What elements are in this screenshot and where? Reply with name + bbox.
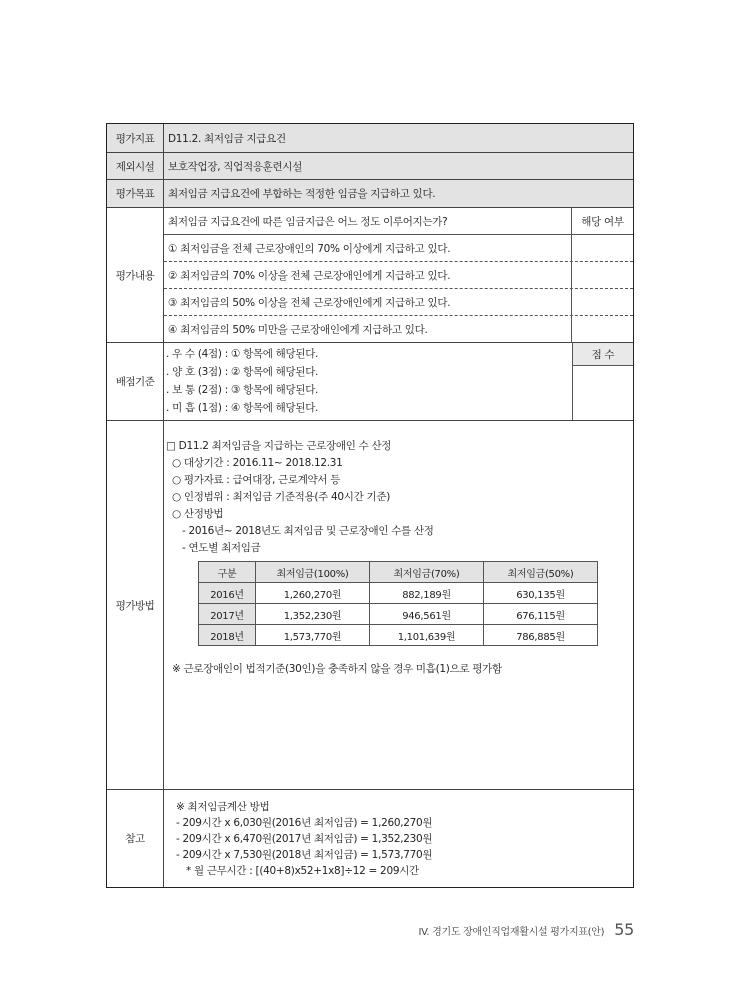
option-row [164, 262, 633, 289]
method-content [166, 438, 434, 557]
indicator-value: D11.2. 최저임금 지급요건 [164, 124, 633, 152]
indicator-label: 평가지표 [107, 124, 164, 152]
table-header-row [199, 562, 598, 583]
check-header: 해당 여부 [581, 215, 624, 228]
indicator-row [107, 124, 633, 153]
method-heading: □ D11.2 최저임금을 지급하는 근로장애인 수 산정 [166, 440, 392, 452]
table-header: 최저임금(50%) [484, 562, 598, 583]
exclusion-value: 보호작업장, 직업적응훈련시설 [164, 153, 633, 179]
goal-label: 평가목표 [107, 180, 164, 207]
score-header-text: 점 수 [591, 348, 615, 361]
exclusion-row [107, 153, 633, 180]
min-wage-table [198, 561, 598, 646]
method-bullet: ○ 산정방법 [172, 508, 224, 520]
table-cell: 1,101,639원 [370, 625, 484, 646]
method-note: ※ 근로장애인이 법적기준(30인)을 충족하지 않을 경우 미흡(1)으로 평가함 [172, 663, 502, 675]
method-bullet: ○ 대상기간 : 2016.11~ 2018.12.31 [172, 457, 343, 469]
content-question: 최저임금 지급요건에 따른 임금지급은 어느 정도 이루어지는가? [164, 208, 572, 234]
reference-line: ※ 최저임금계산 방법 [176, 801, 270, 813]
table-cell: 2018년 [199, 625, 256, 646]
table-cell: 1,573,770원 [256, 625, 370, 646]
method-label: 평가방법 [107, 421, 164, 789]
option-check-cell[interactable] [572, 235, 633, 261]
scoring-item: . 미 흡 (1점) : ④ 항목에 해당된다. [166, 402, 319, 414]
goal-value: 최저임금 지급요건에 부합하는 적정한 임금을 지급하고 있다. [164, 180, 633, 207]
content-row [107, 208, 633, 343]
table-header: 최저임금(70%) [370, 562, 484, 583]
table-cell: 2016년 [199, 583, 256, 604]
scoring-label: 배점기준 [107, 343, 164, 420]
reference-line: - 209시간 x 7,530원(2018년 최저임금) = 1,573,770원 [176, 849, 433, 861]
goal-row [107, 180, 633, 208]
table-cell: 882,189원 [370, 583, 484, 604]
page-number: 55 [614, 920, 634, 939]
reference-line: * 월 근무시간 : [(40+8)x52+1x8]÷12 = 209시간 [186, 865, 419, 877]
content-label: 평가내용 [107, 208, 164, 342]
option-text: ④ 최저임금의 50% 미만을 근로장애인에게 지급하고 있다. [164, 316, 572, 343]
footer-text: IV. 경기도 장애인직업재활시설 평가지표(안) [418, 927, 605, 938]
reference-line: - 209시간 x 6,470원(2017년 최저임금) = 1,352,230원 [176, 833, 433, 845]
method-bullet: ○ 인정범위 : 최저임금 기준적용(주 40시간 기준) [172, 491, 391, 503]
option-text: ③ 최저임금의 50% 이상을 전체 근로장애인에게 지급하고 있다. [164, 289, 572, 315]
option-row [164, 316, 633, 343]
option-check-cell[interactable] [572, 289, 633, 315]
reference-label: 참고 [107, 790, 164, 887]
table-cell: 630,135원 [484, 583, 598, 604]
option-row [164, 235, 633, 262]
score-cell[interactable] [572, 365, 633, 420]
page-footer [418, 920, 634, 939]
table-header: 최저임금(100%) [256, 562, 370, 583]
option-row [164, 289, 633, 316]
table-cell: 786,885원 [484, 625, 598, 646]
score-header [572, 343, 633, 366]
table-header: 구분 [199, 562, 256, 583]
reference-line: - 209시간 x 6,030원(2016년 최저임금) = 1,260,270원 [176, 817, 433, 829]
method-sub-bullet: - 2016년~ 2018년도 최저임금 및 근로장애인 수를 산정 [182, 525, 434, 537]
reference-row [107, 790, 633, 887]
method-bullet: ○ 평가자료 : 급여대장, 근로계약서 등 [172, 474, 341, 486]
table-row [199, 604, 598, 625]
reference-content [176, 799, 432, 879]
table-cell: 1,260,270원 [256, 583, 370, 604]
method-row [107, 421, 633, 790]
scoring-item: . 우 수 (4점) : ① 항목에 해당된다. [166, 348, 319, 360]
table-row [199, 625, 598, 646]
option-check-cell[interactable] [572, 262, 633, 288]
scoring-item: . 양 호 (3점) : ② 항목에 해당된다. [166, 366, 319, 378]
scoring-items [164, 345, 564, 417]
option-check-cell[interactable] [572, 316, 633, 343]
scoring-item: . 보 통 (2점) : ③ 항목에 해당된다. [166, 384, 319, 396]
method-sub-bullet: - 연도별 최저임금 [182, 542, 261, 554]
exclusion-label: 제외시설 [107, 153, 164, 179]
table-cell: 1,352,230원 [256, 604, 370, 625]
option-text: ② 최저임금의 70% 이상을 전체 근로장애인에게 지급하고 있다. [164, 262, 572, 288]
evaluation-table [106, 123, 634, 888]
table-cell: 946,561원 [370, 604, 484, 625]
table-row [199, 583, 598, 604]
content-question-row [164, 208, 633, 235]
option-text: ① 최저임금을 전체 근로장애인의 70% 이상에게 지급하고 있다. [164, 235, 572, 261]
scoring-row [107, 343, 633, 421]
table-cell: 676,115원 [484, 604, 598, 625]
table-cell: 2017년 [199, 604, 256, 625]
